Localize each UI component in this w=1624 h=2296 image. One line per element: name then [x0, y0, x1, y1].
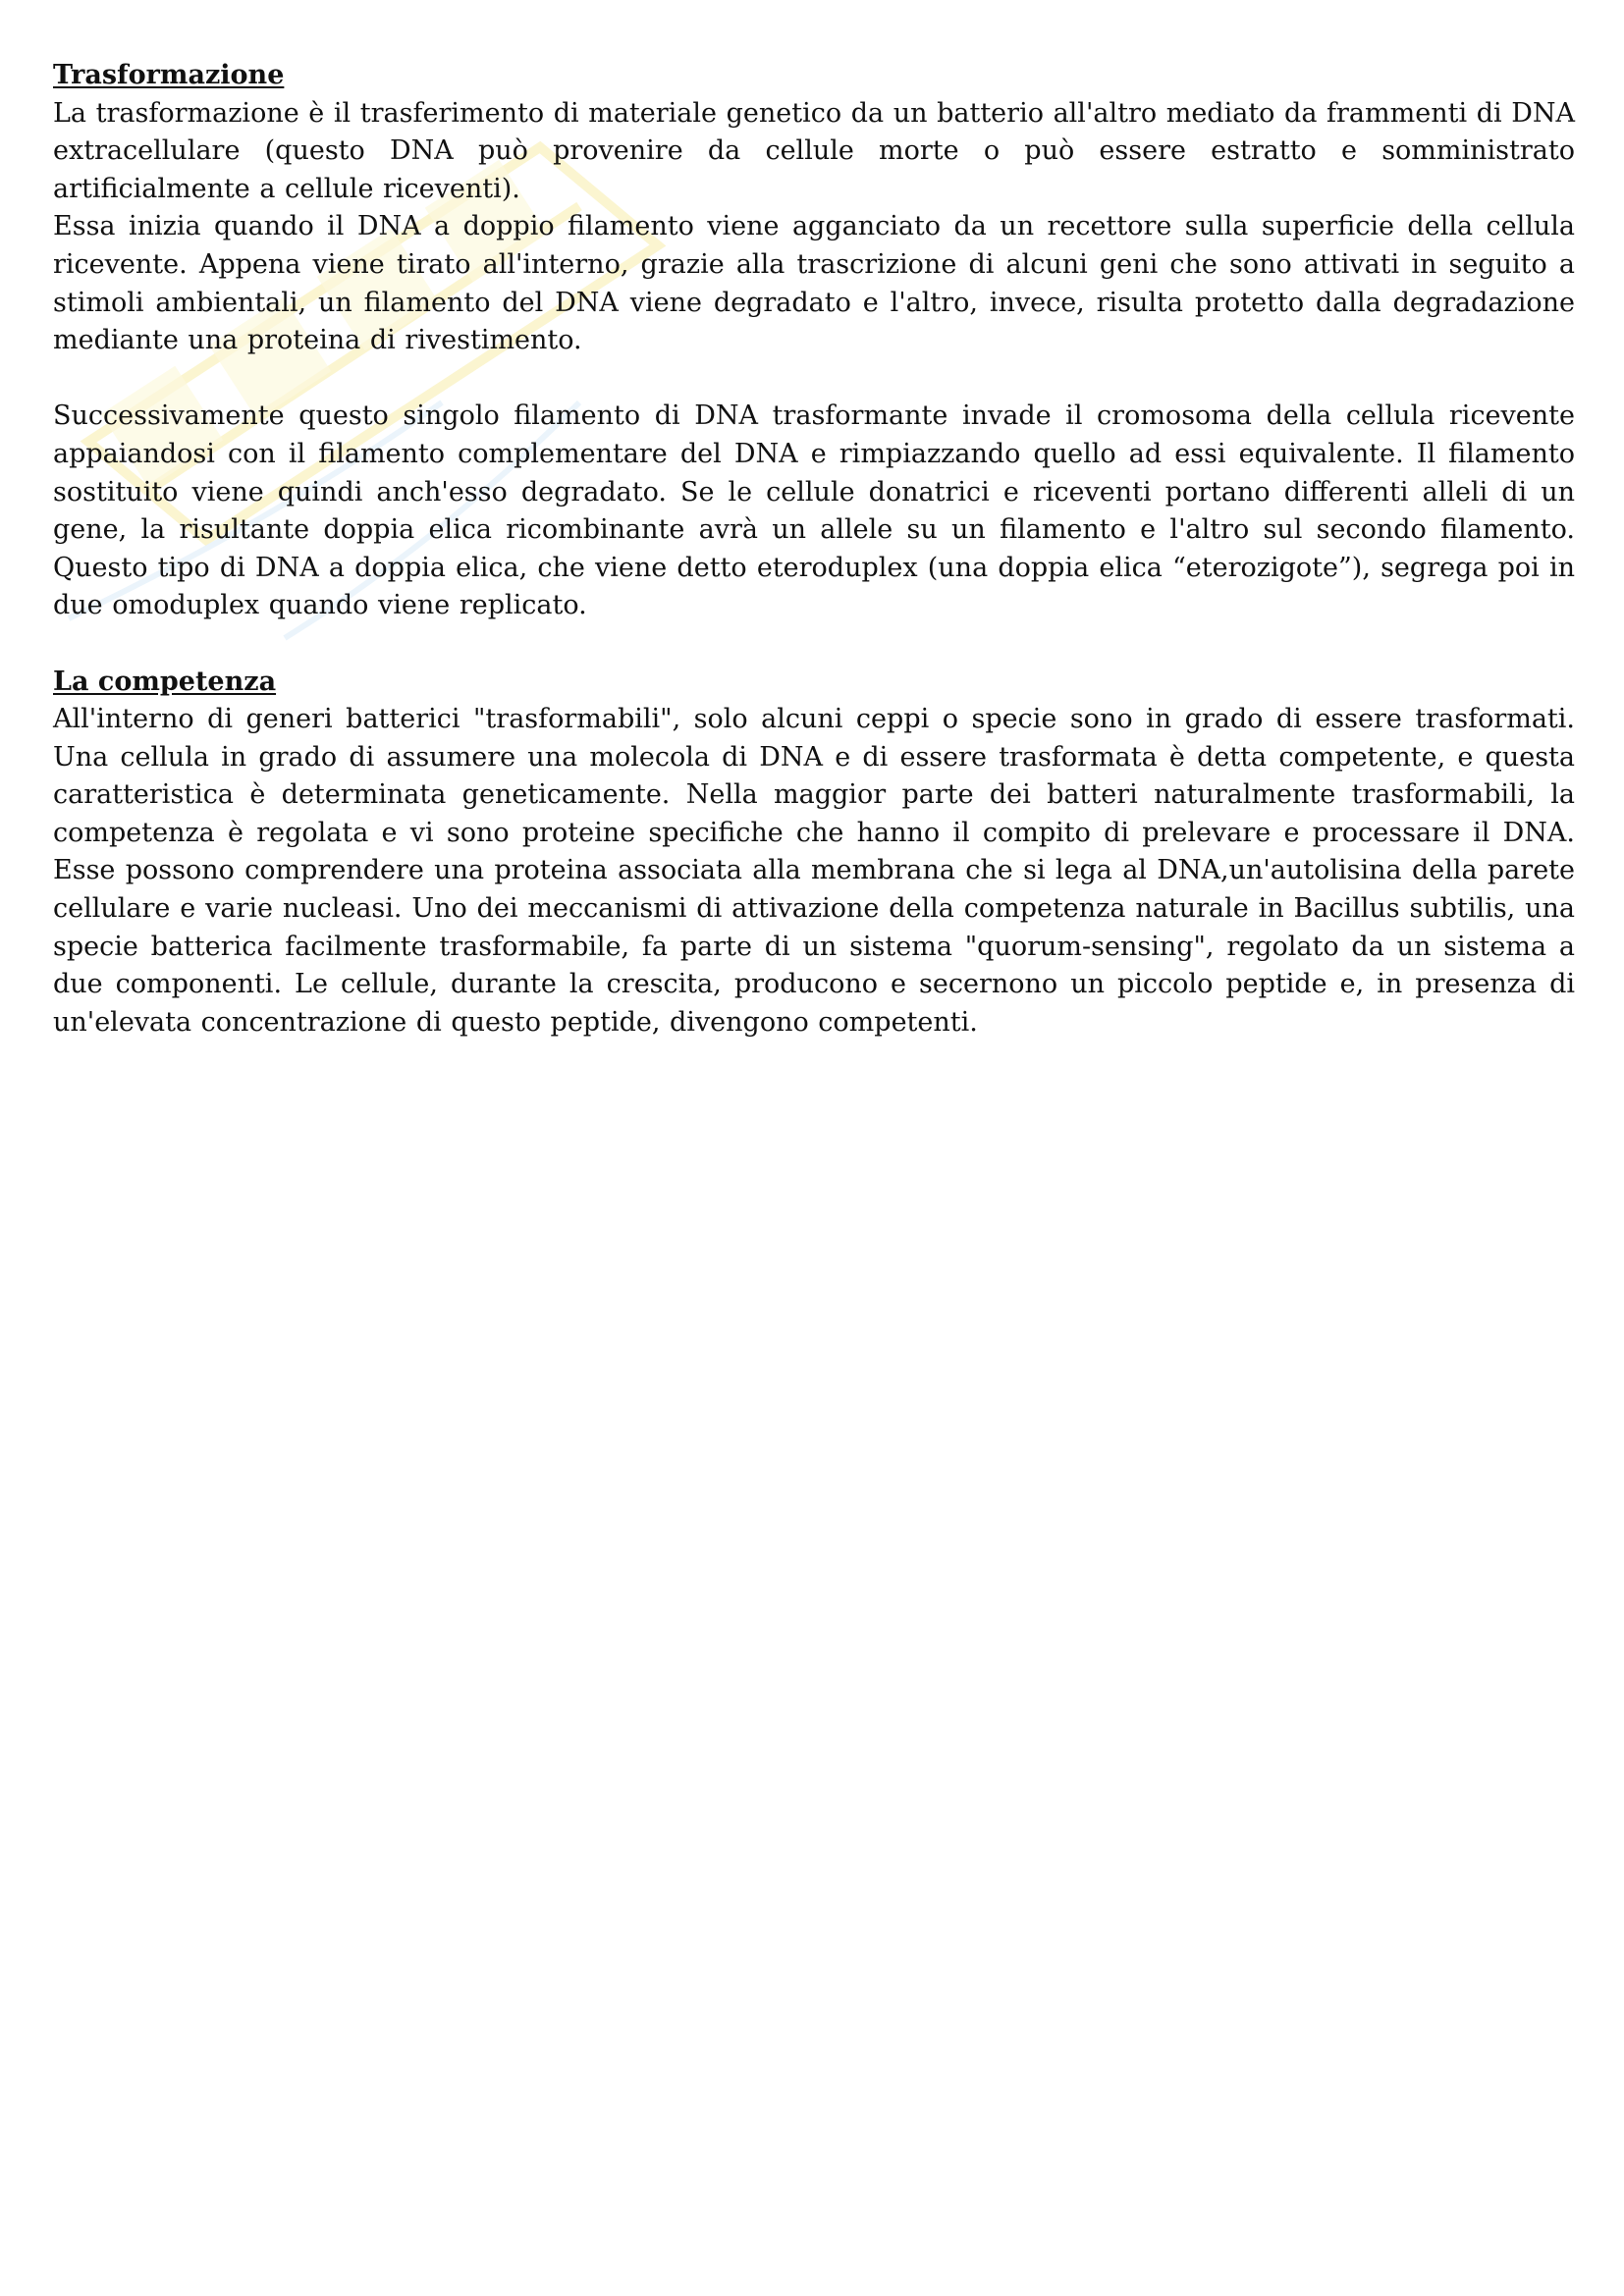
- section-trasformazione: [53, 57, 1575, 625]
- document-body: [53, 57, 1575, 1041]
- section-spacer: [53, 625, 1575, 664]
- paragraph: La trasformazione è il trasferimento di materiale genetico da un batterio all'altro mediato da frammenti di DNA extracellulare (questo DNA può provenire da cellule morte o può essere estratto e somministrato artificialmente a cellule riceventi).: [53, 97, 1575, 204]
- section-heading: Trasformazione: [53, 60, 285, 90]
- paragraph-spacer: [53, 360, 1575, 399]
- paragraph: Essa inizia quando il DNA a doppio filamento viene agganciato da un recettore sulla superficie della cellula ricevente. Appena viene tirato all'interno, grazie alla trascrizione di alcuni geni che sono attivati in seguito a stimoli ambientali, un filamento del DNA viene degradato e l'altro, invece, risulta protetto dalla degradazione mediante una proteina di rivestimento.: [53, 211, 1575, 356]
- section-la-competenza: [53, 664, 1575, 1042]
- section-heading: La competenza: [53, 666, 277, 697]
- paragraph: All'interno di generi batterici "trasformabili", solo alcuni ceppi o specie sono in grado di essere trasformati. Una cellula in grado di assumere una molecola di DNA e di essere trasformata è detta competente, e questa caratteristica è determinata geneticamente. Nella maggior parte dei batteri naturalmente trasformabili, la competenza è regolata e vi sono proteine specifiche che hanno il compito di prelevare e processare il DNA. Esse possono comprendere una proteina associata alla membrana che si lega al DNA,un'autolisina della parete cellulare e varie nucleasi. Uno dei meccanismi di attivazione della competenza naturale in Bacillus subtilis, una specie batterica facilmente trasformabile, fa parte di un sistema "quorum-sensing", regolato da un sistema a due componenti. Le cellule, durante la crescita, producono e secernono un piccolo peptide e, in presenza di un'elevata concentrazione di questo peptide, divengono competenti.: [53, 704, 1575, 1038]
- paragraph: Successivamente questo singolo filamento di DNA trasformante invade il cromosoma della cellula ricevente appaiandosi con il filamento complementare del DNA e rimpiazzando quello ad essi equivalente. Il filamento sostituito viene quindi anch'esso degradato. Se le cellule donatrici e riceventi portano differenti alleli di un gene, la risultante doppia elica ricombinante avrà un allele su un filamento e l'altro sul secondo filamento. Questo tipo di DNA a doppia elica, che viene detto eteroduplex (una doppia elica “eterozigote”), segrega poi in due omoduplex quando viene replicato.: [53, 400, 1575, 621]
